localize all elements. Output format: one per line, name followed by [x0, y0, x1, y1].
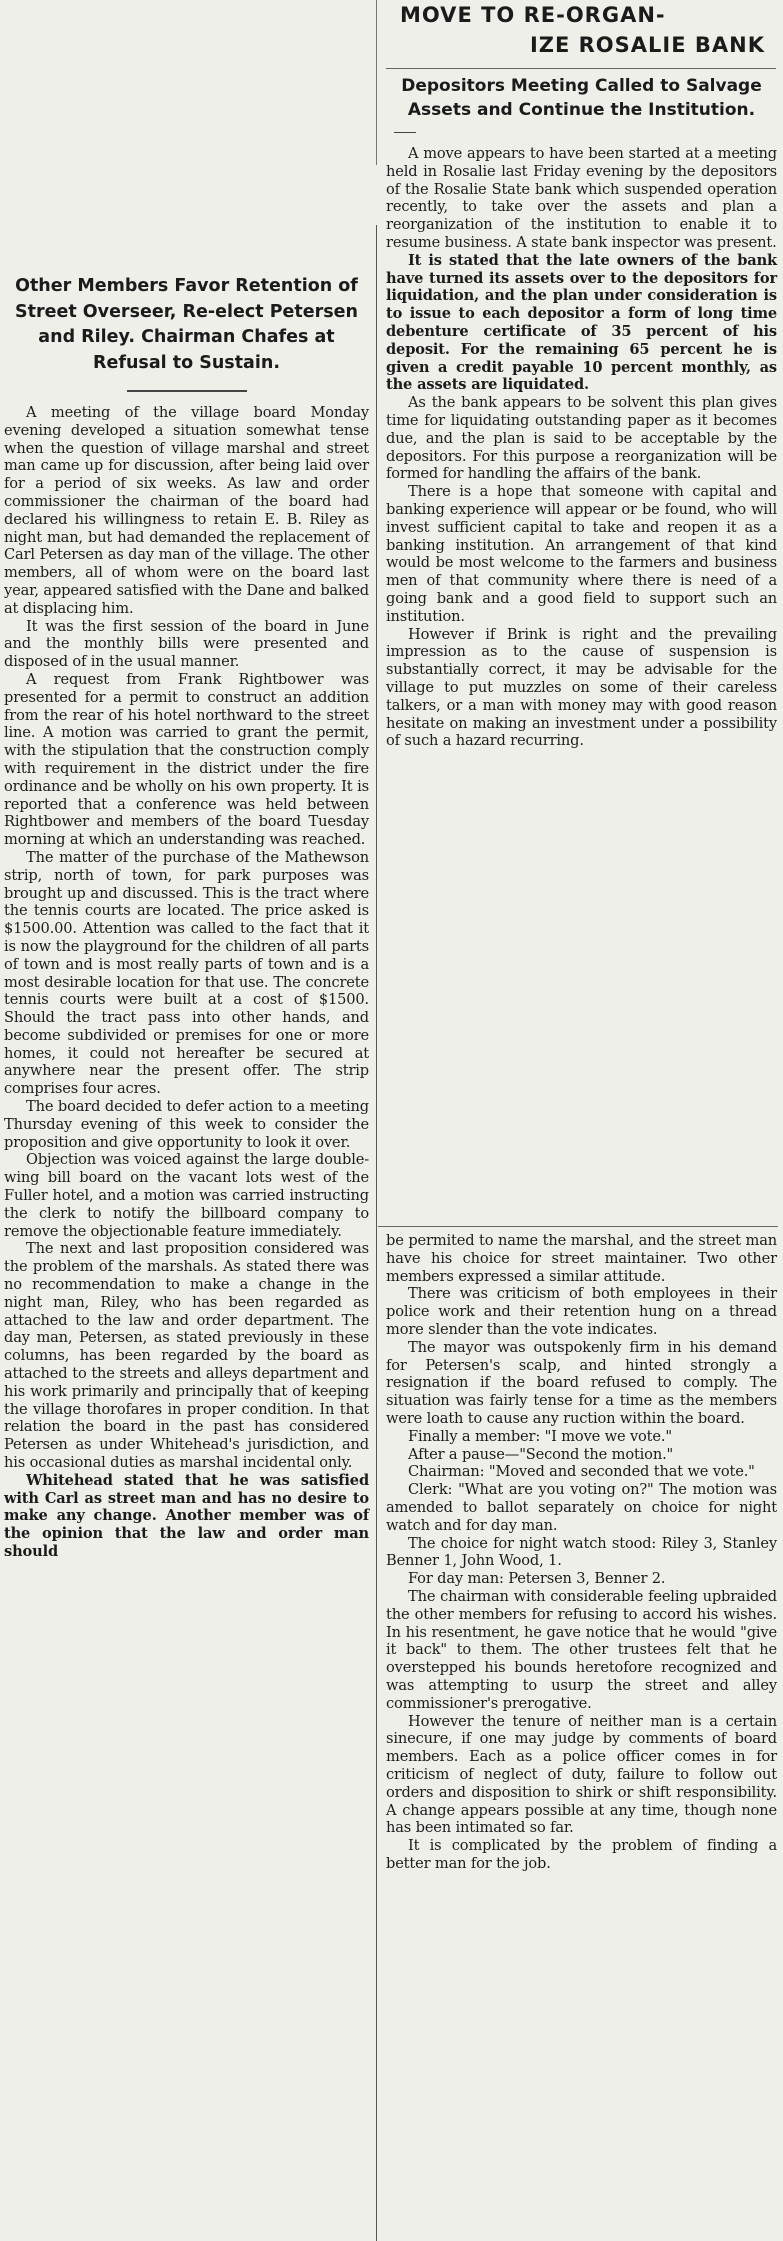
board-continued-paragraph: After a pause—"Second the motion."	[408, 1445, 674, 1463]
rosalie-paragraph: A move appears to have been started at a meeting held in Rosalie last Friday evening by the depositors of the Rosalie State bank which suspended operation recently, to take over the assets and plan a reorganization of the institution to enable it to resume business. A state bank inspector was present.	[386, 145, 777, 251]
board-paragraph: It was the first session of the board in June and the monthly bills were presented and disposed of in the usual manner.	[4, 617, 369, 671]
story-divider	[378, 1226, 778, 1227]
board-continued-paragraph: However the tenure of neither man is a certain sinecure, if one may judge by comments of board members. Each as a police officer comes in for criticism of neglect of duty, failure to follow out orders and disposition to shirk or shift responsibility. A change appears possible at any time, though none has been intimated so far.	[386, 1712, 777, 1837]
rosalie-paragraph: There is a hope that someone with capital and banking experience will appear or be found, who will invest sufficient capital to take and reopen it as a banking institution. An arrangement of that kind would be most welcome to the farmers and business men of that community where there is need of a going bank and a good field to support such an institution.	[386, 483, 777, 625]
deck-divider	[127, 390, 247, 392]
rosalie-kicker-line-2: IZE ROSALIE BANK	[529, 33, 765, 57]
board-continued-paragraph: There was criticism of both employees in their police work and their retention hung on a thread more slender than the vote indicates.	[386, 1285, 777, 1338]
column-rule	[376, 225, 377, 2241]
board-continued-paragraph: The chairman with considerable feeling upbraided the other members for refusing to accord his wishes. In his resentment, he gave notice that he would "give it back" to them. The other trustees felt that he overstepped his bounds heretofore recognized and was attempting to usurp the street and alley commissioner's prerogative.	[386, 1587, 777, 1712]
rosalie-deck: Depositors Meeting Called to Salvage Assets and Continue the Institution.	[401, 76, 762, 120]
board-paragraph: Whitehead stated that he was satisfied with Carl as street man and has no desire to make any change. Another member was of the opinion that the law and order man should	[4, 1471, 369, 1560]
rosalie-paragraph: It is stated that the late owners of the bank have turned its assets over to the depositors for liquidation, and the plan under consideration is to issue to each depositor a form of long time debenture certificate of 35 percent of his deposit. For the remaining 65 percent he is given a credit payable 10 percent monthly, as the assets are liquidated.	[386, 251, 777, 394]
board-continued-paragraph: The choice for night watch stood: Riley 3, Stanley Benner 1, John Wood, 1.	[386, 1534, 777, 1570]
board-paragraph: A request from Frank Rightbower was presented for a permit to construct an addition from the rear of his hotel northward to the street line. A motion was carried to grant the permit, with the stipulation that the construction comply with requirement in the district under the fire ordinance and be wholly on his own property. It is reported that a conference was held between Rightbower and members of the board Tuesday morning at which an understanding was reached.	[4, 670, 369, 849]
board-continued-paragraph: Clerk: "What are you voting on?" The motion was amended to ballot separately on choice for night watch and for day man.	[386, 1481, 777, 1534]
rosalie-paragraph: As the bank appears to be solvent this plan gives time for liquidating outstanding paper as it becomes due, and the plan is said to be acceptable by the depositors. For this purpose a reorganization will be formed for handling the affairs of the bank.	[386, 394, 777, 483]
board-paragraph: The board decided to defer action to a meeting Thursday evening of this week to consider the proposition and give opportunity to look it over.	[4, 1098, 369, 1151]
rosalie-kicker-line-1: MOVE TO RE-ORGAN-	[400, 3, 666, 27]
board-continued-paragraph: For day man: Petersen 3, Benner 2.	[408, 1570, 666, 1588]
board-paragraph: The matter of the purchase of the Mathewson strip, north of town, for park purposes was brought up and discussed. This is the tract where the tennis courts are located. The price asked is $1500.00. Attention was called to the fact that it is now the playground for the children of all parts of town and is most really parts of town and is a most desirable location for that use. The concrete tennis courts were built at a cost of $1500. Should the tract pass into other hands, and become subdivided or premises for one or more homes, it could not hereafter be secured at anywhere near the present offer. The strip comprises four acres.	[4, 848, 369, 1098]
village-board-article	[0, 270, 375, 2235]
village-board-continued	[378, 1232, 783, 2235]
board-continued-paragraph: be permited to name the marshal, and the street man have his choice for street maintainer. Two other members expressed a similar attitude.	[386, 1232, 777, 1285]
board-paragraph: The next and last proposition considered was the problem of the marshals. As stated there was no recommendation to make a change in the night man, Riley, who has been regarded as attached to the law and order department. The day man, Petersen, as stated previously in these columns, has been regarded by the board as attached to the streets and alleys department and his work primarily and principally that of keeping the village thorofares in proper condition. In that relation the board in the past has considered Petersen as under Whitehead's jurisdiction, and his occasional duties as marshal incidental only.	[4, 1240, 369, 1472]
board-deck: Other Members Favor Retention of Street Overseer, Re-elect Petersen and Riley. Chairman Chafes at Refusal to Sustain.	[14, 276, 358, 373]
column-rule-top	[376, 0, 377, 165]
board-continued-paragraph: The mayor was outspokenly firm in his demand for Petersen's scalp, and hinted strongly a resignation if the board refused to comply. The situation was fairly tense for a time as the members were loath to cause any ruction within the board.	[386, 1338, 777, 1427]
rosalie-bank-article	[378, 0, 783, 1225]
board-paragraph: A meeting of the village board Monday evening developed a situation somewhat tense when the question of village marshal and street man came up for discussion, after being laid over for a period of six weeks. As law and order commissioner the chairman of the board had declared his willingness to retain E. B. Riley as night man, but had demanded the replacement of Carl Petersen as day man of the village. The other members, all of whom were on the board last year, appeared satisfied with the Dane and balked at displacing him.	[4, 404, 369, 617]
board-continued-paragraph: Finally a member: "I move we vote."	[408, 1427, 672, 1445]
kicker-underline	[386, 68, 776, 69]
rosalie-paragraph: However if Brink is right and the prevailing impression as to the cause of suspension is substantially correct, it may be advisable for the village to put muzzles on some of their careless talkers, or a man with money may with good reason hesitate on making an investment under a possibility of such a hazard recurring.	[386, 625, 777, 750]
board-continued-paragraph: Chairman: "Moved and seconded that we vote."	[408, 1463, 755, 1481]
board-continued-paragraph: It is complicated by the problem of finding a better man for the job.	[386, 1837, 777, 1872]
board-paragraph: Objection was voiced against the large double-wing bill board on the vacant lots west of the Fuller hotel, and a motion was carried instructing the clerk to notify the billboard company to remove the objectionable feature immediately.	[4, 1151, 369, 1240]
